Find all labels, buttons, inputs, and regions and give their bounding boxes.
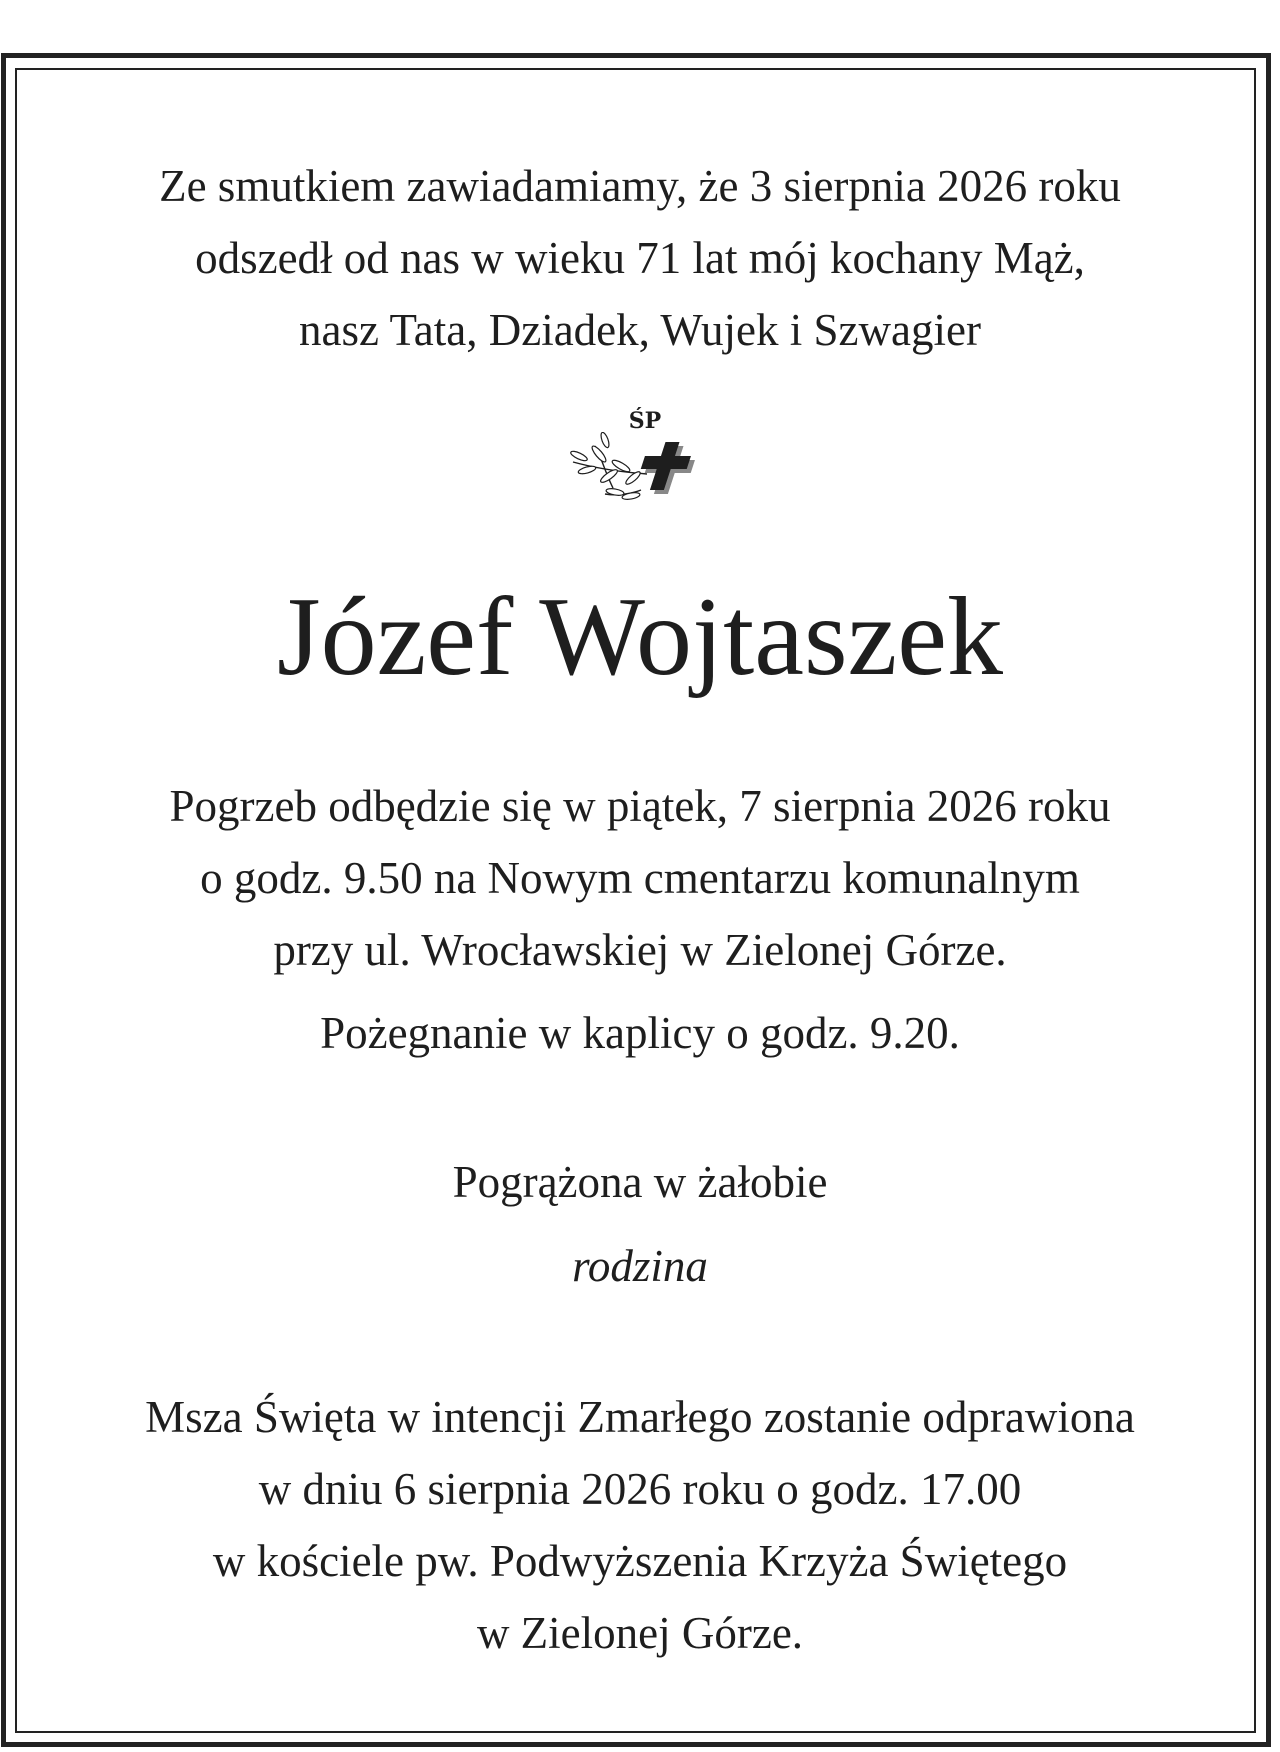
mass-details xyxy=(0,1381,1280,1669)
cross-with-olive-branch-icon xyxy=(565,432,725,512)
mourning-signature xyxy=(0,1140,1280,1308)
funeral-line: o godz. 9.50 na Nowym cmentarzu komunalnym xyxy=(200,853,1080,903)
funeral-line: przy ul. Wrocławskiej w Zielonej Górze. xyxy=(273,925,1007,975)
mass-line: Msza Święta w intencji Zmarłego zostanie odprawiona xyxy=(145,1392,1135,1442)
olive-leaves xyxy=(570,432,642,501)
intro-line: nasz Tata, Dziadek, Wujek i Szwagier xyxy=(299,305,981,355)
intro-line: odszedł od nas w wieku 71 lat mój kochany Mąż, xyxy=(195,233,1085,283)
mass-line: w dniu 6 sierpnia 2026 roku o godz. 17.00 xyxy=(258,1464,1022,1514)
intro-line: Ze smutkiem zawiadamiamy, że 3 sierpnia 2026 roku xyxy=(159,161,1121,211)
mass-line: w Zielonej Górze. xyxy=(476,1608,804,1658)
funeral-details xyxy=(0,770,1280,986)
deceased-name: Józef Wojtaszek xyxy=(277,575,1003,699)
mourning-line: Pogrążona w żałobie xyxy=(452,1157,828,1207)
announcement-intro xyxy=(0,150,1280,366)
funeral-line: Pogrzeb odbędzie się w piątek, 7 sierpnia 2026 roku xyxy=(169,781,1111,831)
farewell-note: Pożegnanie w kaplicy o godz. 9.20. xyxy=(320,1008,960,1058)
cross-shape xyxy=(634,442,696,490)
mass-line: w kościele pw. Podwyższenia Krzyża Świętego xyxy=(212,1536,1068,1586)
family-signature: rodzina xyxy=(572,1241,708,1291)
sp-label: ŚP xyxy=(628,408,662,434)
